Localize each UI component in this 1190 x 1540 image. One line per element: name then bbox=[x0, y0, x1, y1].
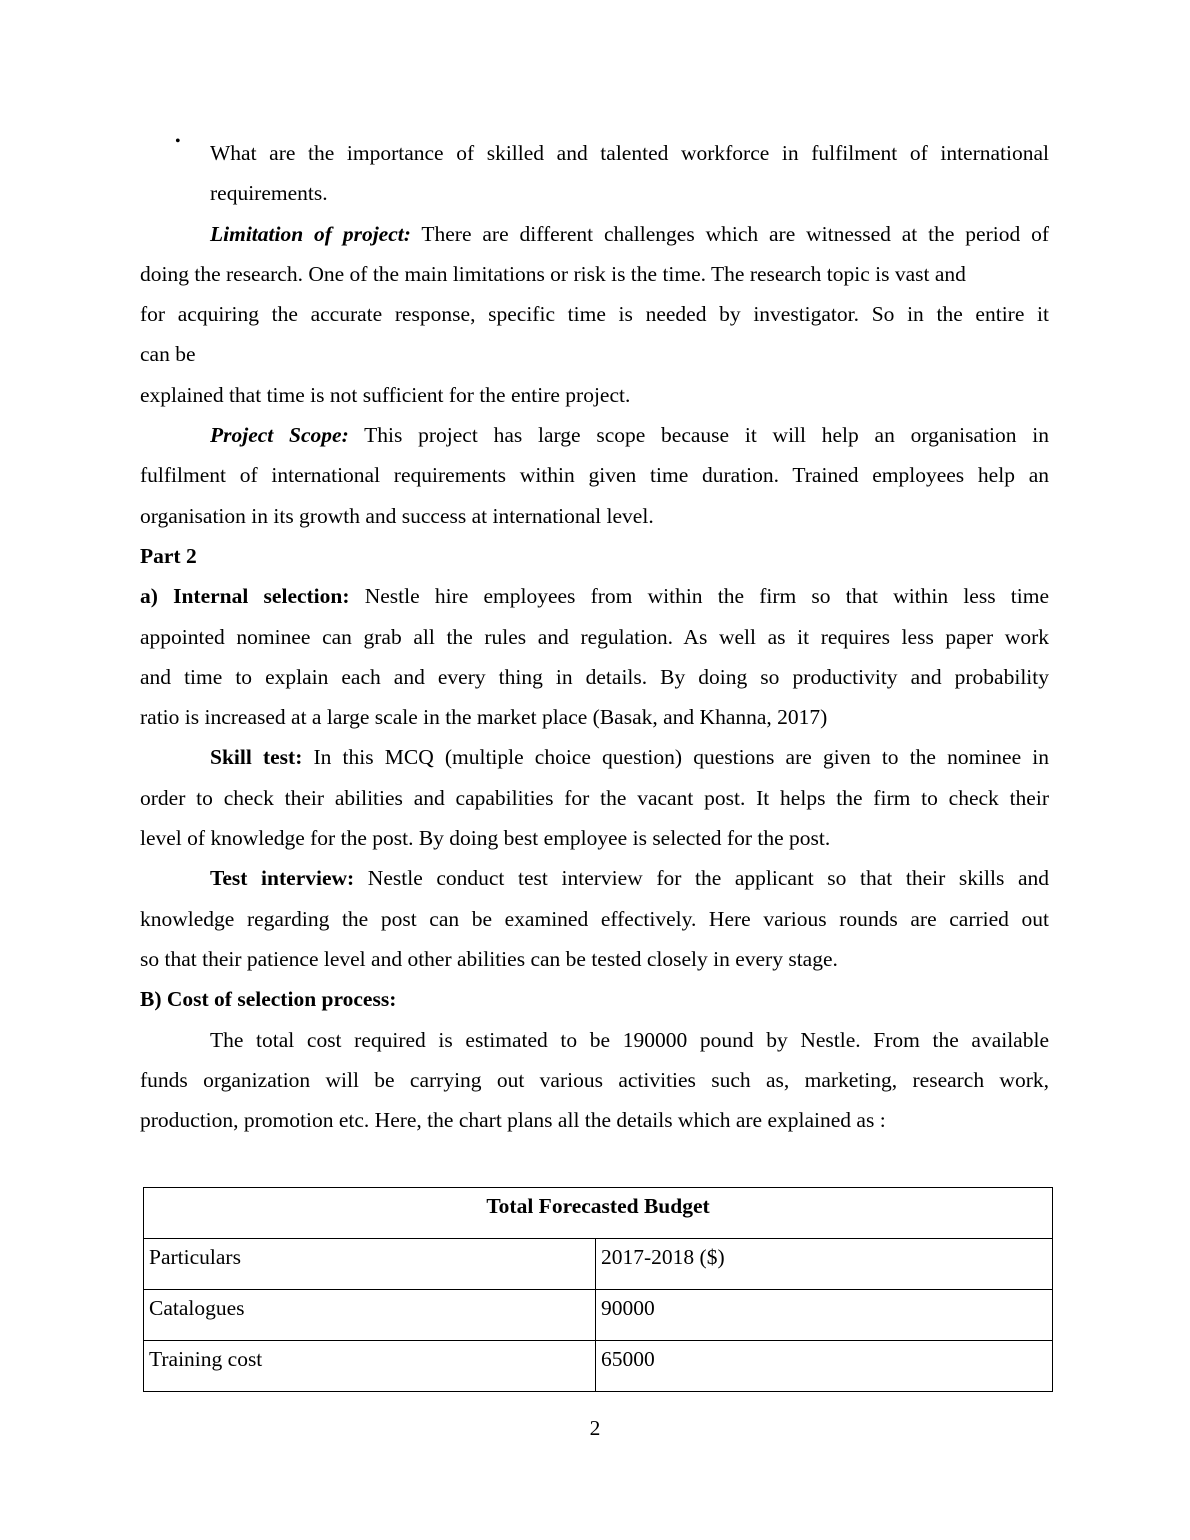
cost-line: The total cost required is estimated to be 190000 pound by Nestle. From the available bbox=[210, 1027, 1049, 1052]
part2-heading: Part 2 bbox=[140, 543, 197, 568]
limitation-paragraph bbox=[140, 214, 1049, 415]
table-cell: Catalogues bbox=[144, 1290, 596, 1341]
limitation-heading: Limitation of project: bbox=[210, 221, 411, 246]
test-interview-paragraph bbox=[140, 858, 1049, 979]
internal-line: ratio is increased at a large scale in the market place (Basak, and Khanna, 2017) bbox=[140, 705, 828, 730]
internal-line: appointed nominee can grab all the rules and regulation. As well as it requires less paper work bbox=[140, 624, 1049, 649]
bullet-item bbox=[140, 133, 1049, 214]
skill-line: order to check their abilities and capabilities for the vacant post. It helps the firm to check their bbox=[140, 785, 1049, 810]
table-title: Total Forecasted Budget bbox=[144, 1188, 1053, 1239]
skill-line bbox=[140, 737, 1049, 777]
table-cell: 65000 bbox=[596, 1341, 1053, 1392]
skill-test-paragraph bbox=[140, 737, 1049, 858]
interview-line: knowledge regarding the post can be examined effectively. Here various rounds are carried out bbox=[140, 906, 1049, 931]
table-header-cell: Particulars bbox=[144, 1239, 596, 1290]
scope-paragraph bbox=[140, 415, 1049, 536]
cost-heading: B) Cost of selection process: bbox=[140, 987, 397, 1012]
interview-line bbox=[140, 858, 1049, 898]
limitation-line bbox=[140, 214, 1049, 254]
cost-line: funds organization will be carrying out various activities such as, marketing, research work, bbox=[140, 1067, 1049, 1092]
scope-heading: Project Scope: bbox=[210, 423, 349, 448]
cost-line: production, promotion etc. Here, the chart plans all the details which are explained as : bbox=[140, 1108, 886, 1133]
limitation-line: doing the research. One of the main limitations or risk is the time. The research topic is vast and bbox=[140, 261, 966, 286]
scope-text: This project has large scope because it will help an organisation in bbox=[348, 423, 1049, 448]
internal-line bbox=[140, 576, 1049, 616]
table-row bbox=[144, 1290, 1053, 1341]
scope-line: fulfilment of international requirements within given time duration. Trained employees help an bbox=[140, 463, 1049, 488]
interview-text: Nestle conduct test interview for the applicant so that their skills and bbox=[354, 866, 1049, 891]
internal-line: and time to explain each and every thing in details. By doing so productivity and probability bbox=[140, 664, 1049, 689]
table-header-cell: 2017-2018 ($) bbox=[596, 1239, 1053, 1290]
internal-heading: a) Internal selection: bbox=[140, 584, 350, 609]
limitation-line: explained that time is not sufficient for the entire project. bbox=[140, 382, 631, 407]
limitation-text: There are different challenges which are witnessed at the period of bbox=[410, 221, 1049, 246]
bullet-text-line: requirements. bbox=[210, 181, 328, 206]
interview-line: so that their patience level and other abilities can be tested closely in every stage. bbox=[140, 946, 838, 971]
document-body bbox=[140, 133, 1049, 1140]
table-row bbox=[144, 1341, 1053, 1392]
page-number: 2 bbox=[589, 1416, 601, 1440]
bullet-icon: • bbox=[175, 133, 181, 150]
table-cell: 90000 bbox=[596, 1290, 1053, 1341]
table-header-row bbox=[144, 1239, 1053, 1290]
bullet-text-line: What are the importance of skilled and talented workforce in fulfilment of international bbox=[210, 141, 1049, 165]
skill-text: In this MCQ (multiple choice question) questions are given to the nominee in bbox=[302, 745, 1049, 770]
scope-line bbox=[140, 415, 1049, 455]
interview-heading: Test interview: bbox=[210, 866, 355, 891]
table-cell: Training cost bbox=[144, 1341, 596, 1392]
table-title-row bbox=[144, 1188, 1053, 1239]
budget-table bbox=[143, 1187, 1053, 1392]
internal-selection-paragraph bbox=[140, 576, 1049, 737]
limitation-line: can be bbox=[140, 342, 196, 367]
skill-heading: Skill test: bbox=[210, 745, 303, 770]
limitation-line: for acquiring the accurate response, specific time is needed by investigator. So in the entire it bbox=[140, 302, 1049, 327]
skill-line: level of knowledge for the post. By doing best employee is selected for the post. bbox=[140, 826, 831, 851]
scope-line: organisation in its growth and success at international level. bbox=[140, 503, 654, 528]
cost-paragraph bbox=[140, 1020, 1049, 1141]
internal-text: Nestle hire employees from within the firm so that within less time bbox=[349, 584, 1049, 609]
